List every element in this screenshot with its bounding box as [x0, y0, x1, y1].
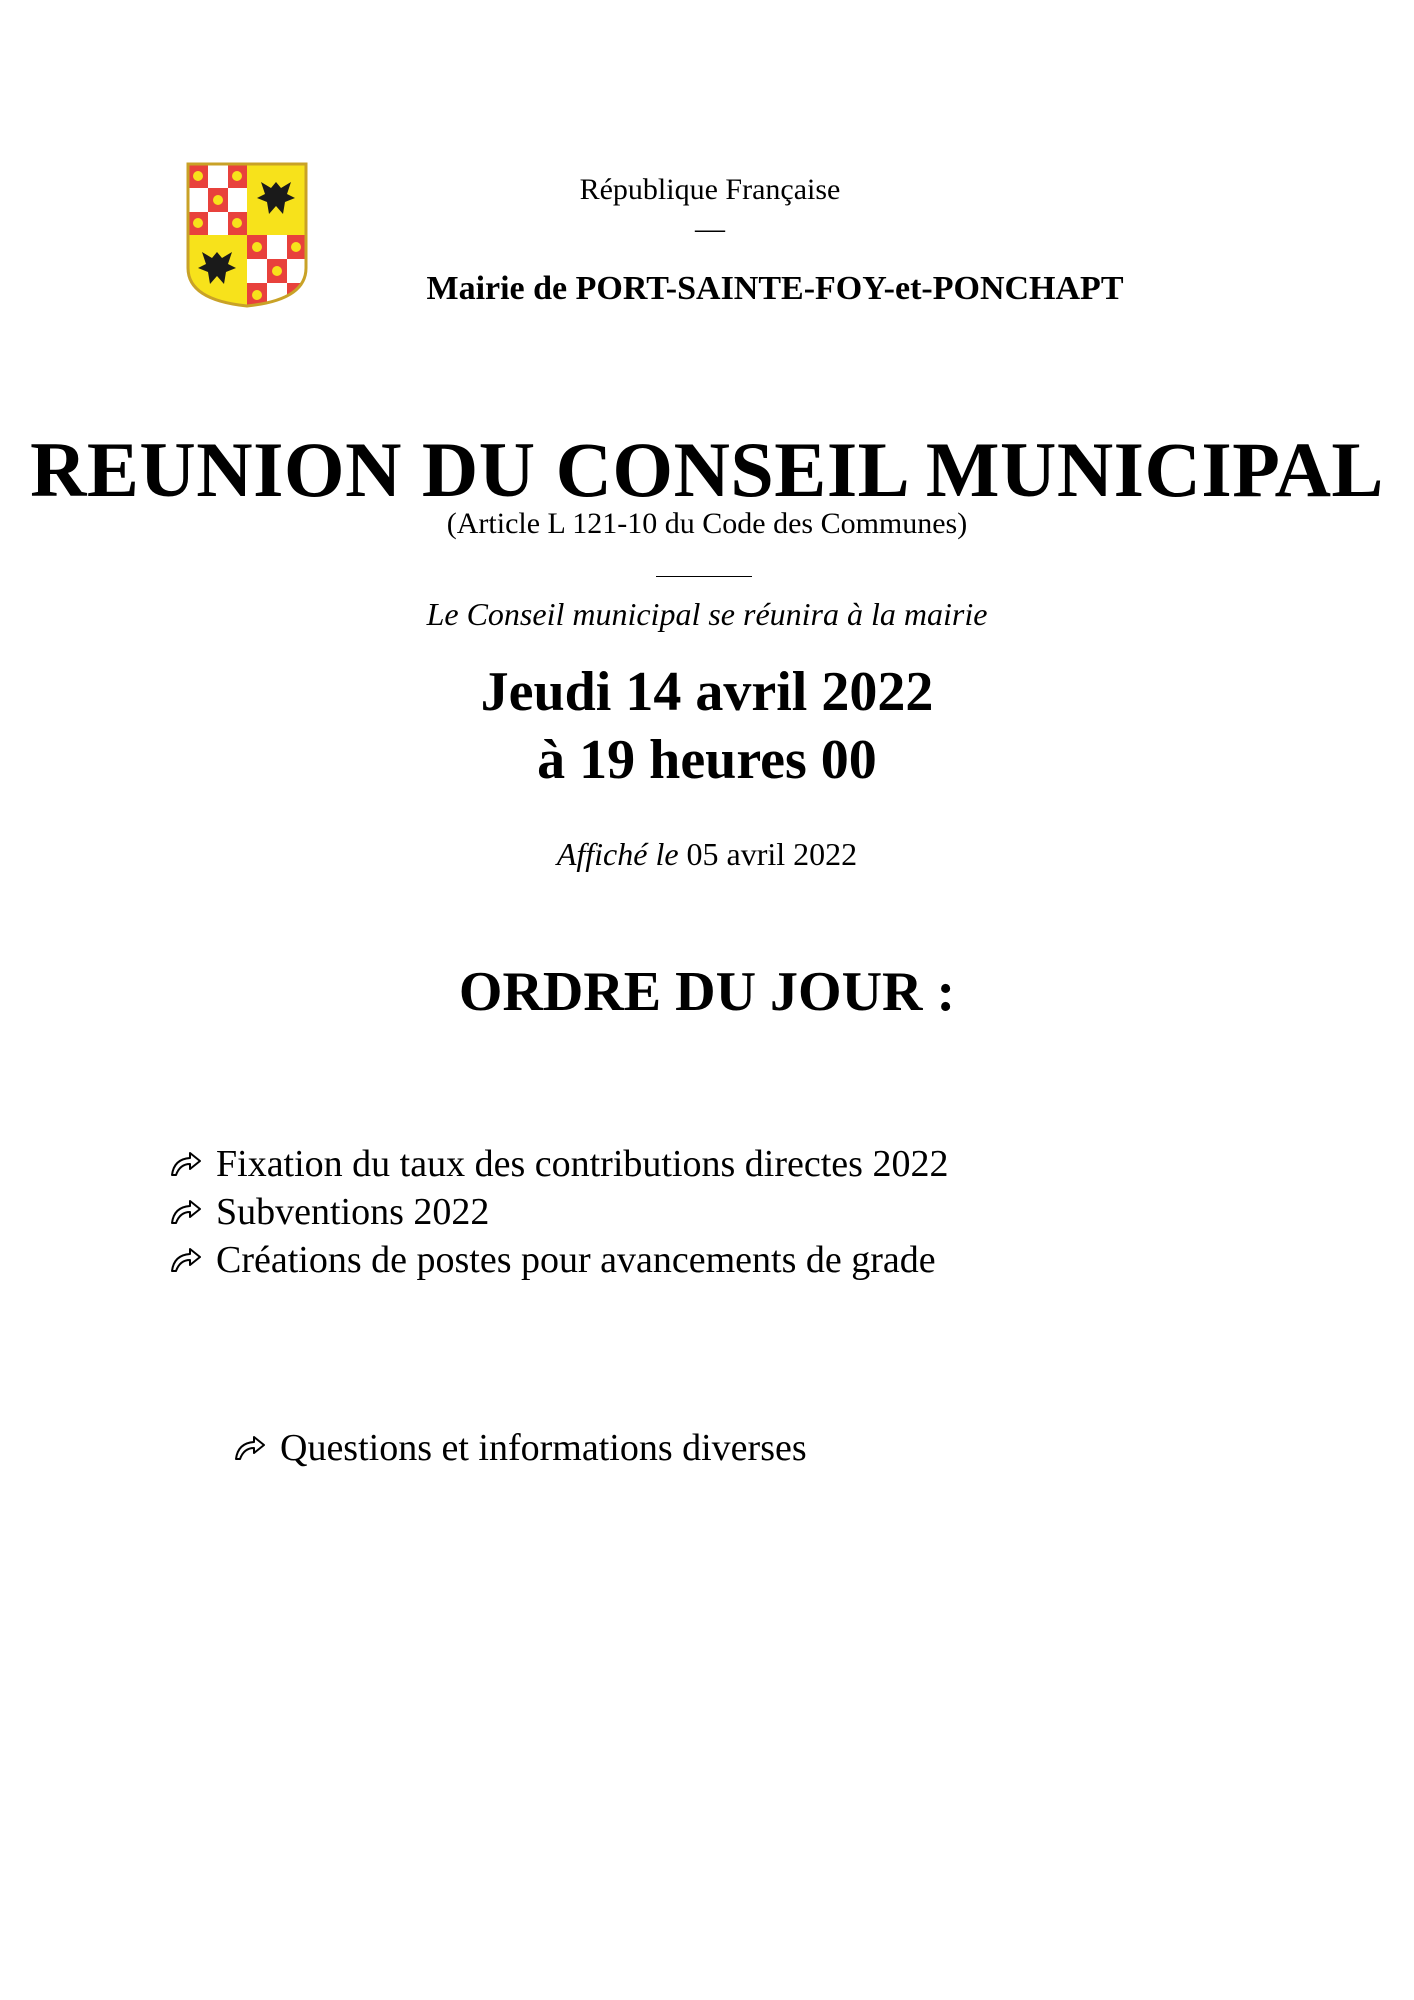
agenda-item-label: Créations de postes pour avancements de grade [216, 1239, 936, 1281]
curved-arrow-icon [168, 1197, 204, 1227]
agenda-item [168, 1140, 948, 1188]
meeting-intro: Le Conseil municipal se réunira à la mairie [426, 596, 988, 632]
header-dash: — [695, 212, 725, 245]
posted-date: 05 avril 2022 [686, 836, 858, 872]
article-reference: (Article L 121-10 du Code des Communes) [446, 507, 968, 540]
coat-of-arms-icon [184, 160, 310, 310]
page-title: REUNION DU CONSEIL MUNICIPAL [30, 426, 1384, 513]
agenda-list [168, 1140, 948, 1284]
divider [656, 576, 752, 577]
mairie-name: Mairie de PORT-SAINTE-FOY-et-PONCHAPT [426, 270, 1124, 307]
header-block [390, 170, 1030, 246]
posted-date-line [0, 834, 1414, 874]
agenda-item [168, 1236, 948, 1284]
republic-label: République Française [579, 173, 841, 206]
curved-arrow-icon [168, 1149, 204, 1179]
meeting-time: à 19 heures 00 [537, 729, 877, 791]
agenda-heading: ORDRE DU JOUR : [458, 961, 956, 1023]
curved-arrow-icon [232, 1433, 268, 1463]
agenda-item-label: Subventions 2022 [216, 1191, 490, 1233]
curved-arrow-icon [168, 1245, 204, 1275]
meeting-date: Jeudi 14 avril 2022 [480, 661, 934, 723]
agenda-item-label: Fixation du taux des contributions directes 2022 [216, 1143, 949, 1185]
posted-label: Affiché le [556, 836, 679, 872]
agenda-item [168, 1188, 948, 1236]
agenda-extra-item [232, 1424, 807, 1472]
agenda-extra-item-label: Questions et informations diverses [280, 1427, 807, 1469]
